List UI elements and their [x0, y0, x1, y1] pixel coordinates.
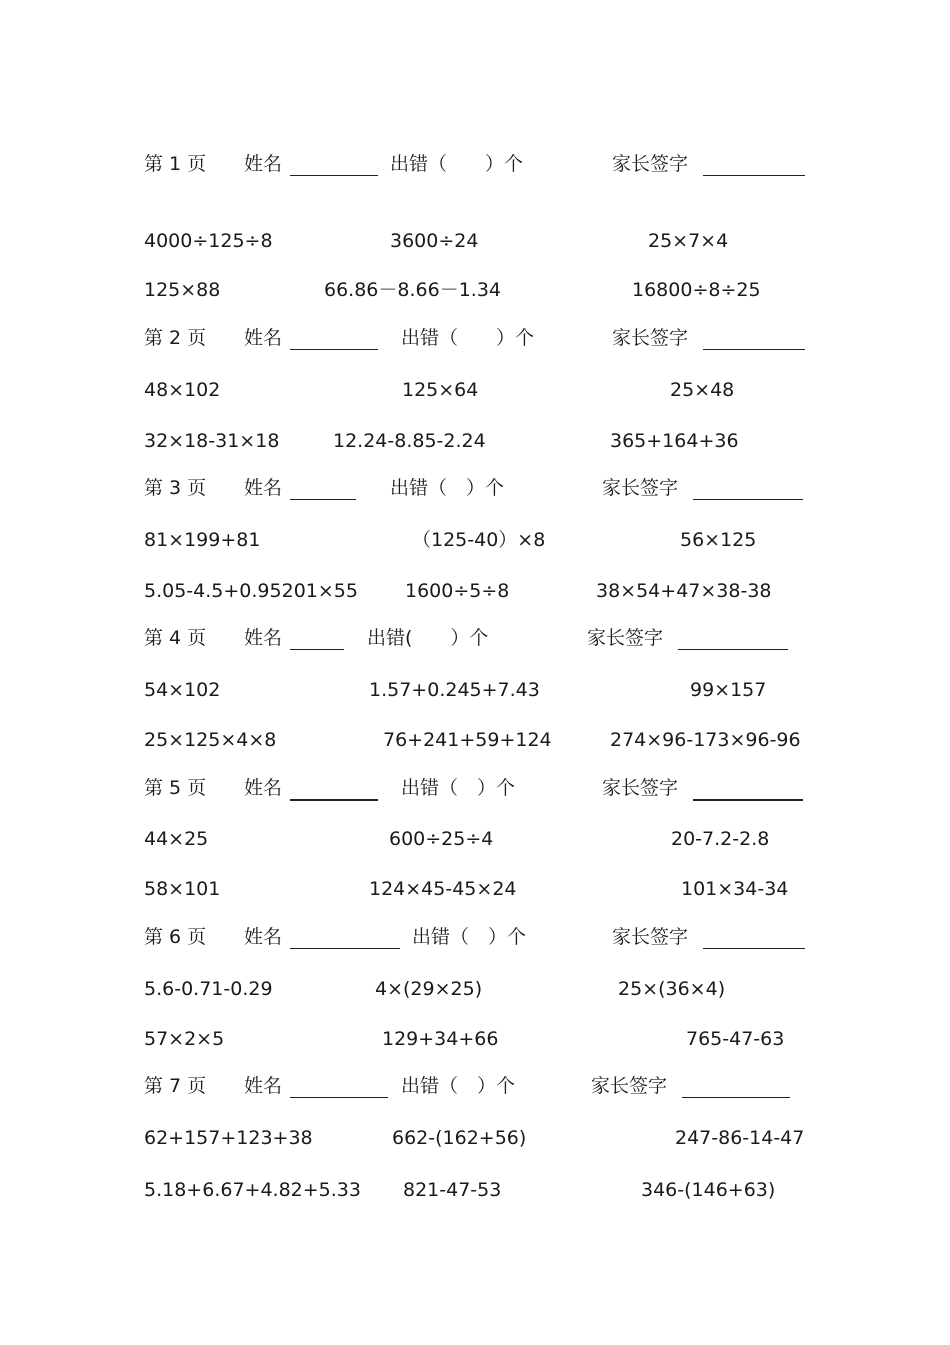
problem: 5.05-4.5+0.95201×55 [144, 580, 358, 602]
problem: 4×(29×25) [375, 978, 483, 1000]
page-label: 第 2 页 [144, 327, 207, 349]
page-3-header [0, 476, 950, 506]
page-5-row-1 [0, 827, 950, 857]
parent-signature-blank[interactable] [703, 349, 805, 350]
page-1-header [0, 152, 950, 182]
page-5-row-2 [0, 877, 950, 907]
parent-signature-blank[interactable] [693, 499, 803, 500]
problem: 25×48 [670, 379, 735, 401]
parent-signature-blank[interactable] [703, 948, 805, 949]
problem: 5.18+6.67+4.82+5.33 [144, 1179, 361, 1201]
page-6-row-2 [0, 1027, 950, 1057]
parent-signature-label: 家长签字 [591, 1075, 668, 1097]
page-6-row-1 [0, 977, 950, 1007]
problem: 365+164+36 [610, 430, 739, 452]
name-label: 姓名 [244, 1075, 283, 1097]
name-blank[interactable] [290, 799, 378, 801]
problem: 48×102 [144, 379, 221, 401]
name-blank[interactable] [290, 349, 378, 350]
name-blank[interactable] [290, 649, 344, 650]
problem: 5.6-0.71-0.29 [144, 978, 273, 1000]
problem: 101×34-34 [681, 878, 789, 900]
parent-signature-label: 家长签字 [587, 627, 664, 649]
problem: 821-47-53 [403, 1179, 502, 1201]
page-label: 第 5 页 [144, 777, 207, 799]
page-1-row-1 [0, 229, 950, 259]
parent-signature-label: 家长签字 [612, 926, 689, 948]
name-label: 姓名 [244, 153, 283, 175]
name-blank[interactable] [290, 499, 356, 500]
problem: 16800÷8÷25 [632, 279, 761, 301]
page-4-row-2 [0, 728, 950, 758]
problem: （125-40）×8 [412, 529, 546, 551]
parent-signature-label: 家长签字 [612, 327, 689, 349]
errors-label: 出错（ ）个 [390, 477, 505, 499]
problem: 56×125 [680, 529, 757, 551]
problem: 62+157+123+38 [144, 1127, 313, 1149]
problem: 1.57+0.245+7.43 [369, 679, 540, 701]
problem: 4000÷125÷8 [144, 230, 273, 252]
problem: 3600÷24 [390, 230, 479, 252]
page-label: 第 7 页 [144, 1075, 207, 1097]
problem: 57×2×5 [144, 1028, 225, 1050]
page-7-row-2 [0, 1178, 950, 1208]
parent-signature-blank[interactable] [703, 175, 805, 176]
parent-signature-label: 家长签字 [612, 153, 689, 175]
errors-label: 出错（ ）个 [390, 153, 524, 175]
page-2-header [0, 326, 950, 356]
page-3-row-2 [0, 579, 950, 609]
parent-signature-label: 家长签字 [602, 777, 679, 799]
page-2-row-1 [0, 378, 950, 408]
name-label: 姓名 [244, 926, 283, 948]
problem: 1600÷5÷8 [405, 580, 510, 602]
page-5-header [0, 776, 950, 806]
name-label: 姓名 [244, 327, 283, 349]
problem: 54×102 [144, 679, 221, 701]
errors-label: 出错( ）个 [367, 627, 489, 649]
parent-signature-label: 家长签字 [602, 477, 679, 499]
page-6-header [0, 925, 950, 955]
page-7-row-1 [0, 1126, 950, 1156]
problem: 32×18-31×18 [144, 430, 280, 452]
problem: 25×(36×4) [618, 978, 726, 1000]
problem: 12.24-8.85-2.24 [333, 430, 486, 452]
problem: 44×25 [144, 828, 209, 850]
page-1-row-2 [0, 278, 950, 308]
problem: 81×199+81 [144, 529, 261, 551]
parent-signature-blank[interactable] [693, 799, 803, 801]
problem: 76+241+59+124 [383, 729, 552, 751]
page-4-row-1 [0, 678, 950, 708]
parent-signature-blank[interactable] [678, 649, 788, 650]
problem: 247-86-14-47 [675, 1127, 805, 1149]
problem: 765-47-63 [686, 1028, 785, 1050]
errors-label: 出错（ ）个 [401, 1075, 516, 1097]
problem: 125×88 [144, 279, 221, 301]
problem: 274×96-173×96-96 [610, 729, 801, 751]
problem: 99×157 [690, 679, 767, 701]
name-blank[interactable] [290, 1097, 388, 1098]
page-7-header [0, 1074, 950, 1104]
problem: 124×45-45×24 [369, 878, 517, 900]
problem: 125×64 [402, 379, 479, 401]
problem: 58×101 [144, 878, 221, 900]
name-label: 姓名 [244, 627, 283, 649]
problem: 25×125×4×8 [144, 729, 277, 751]
name-blank[interactable] [290, 948, 400, 949]
problem: 662-(162+56) [392, 1127, 527, 1149]
problem: 600÷25÷4 [389, 828, 494, 850]
errors-label: 出错（ ）个 [401, 777, 516, 799]
page-label: 第 4 页 [144, 627, 207, 649]
problem: 346-(146+63) [641, 1179, 776, 1201]
problem: 129+34+66 [382, 1028, 499, 1050]
page-label: 第 1 页 [144, 153, 207, 175]
page-2-row-2 [0, 429, 950, 459]
errors-label: 出错（ ）个 [401, 327, 535, 349]
parent-signature-blank[interactable] [682, 1097, 790, 1098]
page-label: 第 6 页 [144, 926, 207, 948]
problem: 20-7.2-2.8 [671, 828, 770, 850]
name-blank[interactable] [290, 175, 378, 176]
page-label: 第 3 页 [144, 477, 207, 499]
problem: 38×54+47×38-38 [596, 580, 772, 602]
page-3-row-1 [0, 528, 950, 558]
name-label: 姓名 [244, 477, 283, 499]
errors-label: 出错（ ）个 [412, 926, 527, 948]
page-4-header [0, 626, 950, 656]
name-label: 姓名 [244, 777, 283, 799]
problem: 66.86－8.66－1.34 [324, 279, 502, 301]
problem: 25×7×4 [648, 230, 729, 252]
